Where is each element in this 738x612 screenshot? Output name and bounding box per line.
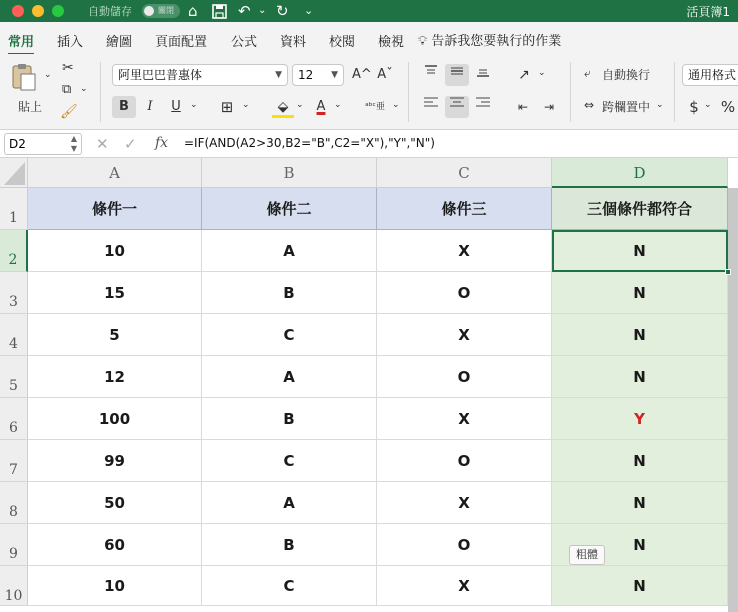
tab-insert[interactable]: 插入	[57, 35, 84, 50]
tab-data[interactable]: 資料	[280, 35, 307, 50]
cell-c5[interactable]: O	[377, 356, 552, 398]
fill-color-icon[interactable]: ⬙	[272, 96, 294, 118]
bold-tooltip: 粗體	[569, 545, 605, 565]
column-header-d[interactable]: D	[552, 158, 728, 188]
close-window-button[interactable]	[12, 5, 24, 17]
cell-a10[interactable]: 10	[28, 566, 202, 606]
shrink-font-button[interactable]: Aˇ	[377, 67, 393, 82]
undo-icon[interactable]: ↶	[238, 2, 251, 20]
paste-icon[interactable]	[10, 62, 38, 92]
borders-icon[interactable]: ⊞	[220, 98, 234, 116]
decrease-indent-icon[interactable]: ⇤	[517, 100, 529, 114]
cell-d7[interactable]: N	[552, 440, 728, 482]
underline-button[interactable]: U	[171, 99, 181, 114]
row-header-6[interactable]: 6	[0, 398, 28, 440]
align-left-icon[interactable]	[420, 96, 442, 118]
cell-a7[interactable]: 99	[28, 440, 202, 482]
lightbulb-icon: 💡︎	[418, 34, 428, 49]
ribbon	[0, 54, 738, 130]
tab-draw[interactable]: 繪圖	[106, 35, 133, 50]
cell-a4[interactable]: 5	[28, 314, 202, 356]
orientation-icon[interactable]: ↗	[518, 67, 530, 83]
paste-dropdown-icon[interactable]: ⌄	[44, 70, 52, 80]
home-icon[interactable]: ⌂	[188, 2, 198, 20]
cell-a5[interactable]: 12	[28, 356, 202, 398]
cell-c3[interactable]: O	[377, 272, 552, 314]
row-header-8[interactable]: 8	[0, 482, 28, 524]
cell-b9[interactable]: B	[202, 524, 377, 566]
redo-icon[interactable]: ↻	[276, 2, 289, 20]
tab-review[interactable]: 校閱	[329, 35, 356, 50]
italic-button[interactable]: I	[147, 99, 153, 114]
header-cell-b[interactable]: 條件二	[202, 188, 377, 230]
name-box[interactable]	[4, 133, 82, 155]
cell-b6[interactable]: B	[202, 398, 377, 440]
row-header-9[interactable]: 9	[0, 524, 28, 566]
column-header-b[interactable]: B	[202, 158, 377, 188]
cell-d8[interactable]: N	[552, 482, 728, 524]
cut-icon[interactable]: ✂	[62, 60, 74, 76]
align-middle-icon[interactable]	[445, 64, 469, 86]
font-name-value: 阿里巴巴普惠体	[118, 68, 203, 82]
minimize-window-button[interactable]	[32, 5, 44, 17]
header-cell-d[interactable]: 三個條件都符合	[552, 188, 728, 230]
zoom-window-button[interactable]	[52, 5, 64, 17]
row-header-7[interactable]: 7	[0, 440, 28, 482]
align-bottom-icon[interactable]	[472, 64, 494, 86]
currency-dropdown-icon[interactable]: ⌄	[704, 100, 712, 110]
currency-button[interactable]: $	[689, 98, 699, 116]
cell-d3[interactable]: N	[552, 272, 728, 314]
increase-indent-icon[interactable]: ⇥	[543, 100, 555, 114]
bold-button[interactable]: B	[112, 96, 136, 118]
row-header-1[interactable]: 1	[0, 188, 28, 230]
workbook-name: 活頁簿1	[686, 5, 730, 19]
undo-dropdown-icon[interactable]: ⌄	[258, 5, 267, 16]
orientation-dropdown-icon[interactable]: ⌄	[538, 68, 546, 78]
tell-me-text: 告訴我您要執行的作業	[431, 34, 562, 49]
row-header-4[interactable]: 4	[0, 314, 28, 356]
merge-dropdown-icon[interactable]: ⌄	[656, 100, 664, 110]
customize-toolbar-icon[interactable]: ⌄	[304, 4, 314, 17]
row-header-5[interactable]: 5	[0, 356, 28, 398]
vertical-scrollbar[interactable]	[728, 188, 738, 612]
name-box-stepper-icon[interactable]: ▲ ▼	[70, 134, 77, 153]
merge-center-button[interactable]: 跨欄置中	[602, 100, 651, 114]
format-painter-icon[interactable]: 🖌︎	[60, 104, 78, 120]
cell-d4[interactable]: N	[552, 314, 728, 356]
cell-d2[interactable]: N	[552, 230, 728, 272]
insert-function-button[interactable]: fx	[155, 135, 169, 151]
number-format-value: 通用格式	[688, 68, 737, 82]
tell-me-search[interactable]	[418, 30, 561, 49]
cell-a2[interactable]: 10	[28, 230, 202, 272]
cell-b2[interactable]: A	[202, 230, 377, 272]
cell-d9[interactable]: N	[552, 524, 728, 566]
row-header-3[interactable]: 3	[0, 272, 28, 314]
row-header-2[interactable]: 2	[0, 230, 28, 272]
save-icon[interactable]	[212, 1, 227, 24]
cell-c6[interactable]: X	[377, 398, 552, 440]
underline-dropdown-icon[interactable]: ⌄	[190, 100, 198, 110]
paste-label[interactable]: 貼上	[18, 100, 43, 114]
cell-b8[interactable]: A	[202, 482, 377, 524]
copy-icon[interactable]: ⧉	[62, 82, 72, 97]
formula-bar	[0, 130, 738, 158]
cell-b3[interactable]: B	[202, 272, 377, 314]
wrap-text-icon[interactable]: ⤶	[584, 66, 591, 80]
percent-button[interactable]: %	[720, 98, 736, 116]
copy-dropdown-icon[interactable]: ⌄	[80, 84, 88, 94]
cell-d10[interactable]: N	[552, 566, 728, 606]
cell-c10[interactable]: X	[377, 566, 552, 606]
formula-input[interactable]: =IF(AND(A2>30,B2="B",C2="X"),"Y","N")	[184, 136, 435, 150]
name-box-value: D2	[9, 137, 26, 151]
cell-b5[interactable]: A	[202, 356, 377, 398]
wrap-text-button[interactable]: 自動換行	[602, 68, 651, 82]
cell-b7[interactable]: C	[202, 440, 377, 482]
ribbon-tabs	[0, 22, 738, 54]
grow-font-button[interactable]: A^	[352, 67, 372, 82]
merge-center-icon[interactable]: ⇔	[584, 98, 595, 112]
cell-d6[interactable]: Y	[552, 398, 728, 440]
autosave-toggle[interactable]: 關閉	[142, 4, 180, 18]
tab-page-layout[interactable]: 頁面配置	[155, 35, 208, 50]
cell-a6[interactable]: 100	[28, 398, 202, 440]
fill-color-dropdown-icon[interactable]: ⌄	[296, 100, 304, 110]
cell-c2[interactable]: X	[377, 230, 552, 272]
font-color-icon[interactable]: A	[316, 99, 326, 114]
align-top-icon[interactable]	[420, 64, 442, 86]
header-cell-a[interactable]: 條件一	[28, 188, 202, 230]
font-color-dropdown-icon[interactable]: ⌄	[334, 100, 342, 110]
font-size-select[interactable]	[292, 64, 344, 86]
tab-view[interactable]: 檢視	[378, 35, 405, 50]
autosave-label: 自動儲存	[88, 5, 132, 18]
tab-formulas[interactable]: 公式	[231, 35, 258, 50]
cell-b10[interactable]: C	[202, 566, 377, 606]
cell-a9[interactable]: 60	[28, 524, 202, 566]
cell-a8[interactable]: 50	[28, 482, 202, 524]
cell-c9[interactable]: O	[377, 524, 552, 566]
header-cell-c[interactable]: 條件三	[377, 188, 552, 230]
cell-b4[interactable]: C	[202, 314, 377, 356]
phonetic-dropdown-icon[interactable]: ⌄	[392, 100, 400, 110]
borders-dropdown-icon[interactable]: ⌄	[242, 100, 250, 110]
cell-c7[interactable]: O	[377, 440, 552, 482]
cell-a3[interactable]: 15	[28, 272, 202, 314]
column-header-a[interactable]: A	[28, 158, 202, 188]
row-header-10[interactable]: 10	[0, 566, 28, 606]
cell-d5[interactable]: N	[552, 356, 728, 398]
fill-handle[interactable]	[725, 269, 731, 275]
select-all-corner[interactable]	[0, 158, 28, 188]
font-size-value: 12	[298, 68, 314, 82]
chevron-down-icon: ▼	[275, 70, 282, 80]
tab-home[interactable]: 常用	[8, 31, 34, 50]
font-name-select[interactable]	[112, 64, 288, 86]
align-center-icon[interactable]	[445, 96, 469, 118]
chevron-down-icon: ▼	[331, 70, 338, 80]
number-format-select[interactable]	[682, 64, 738, 86]
title-bar	[0, 0, 738, 22]
cell-c8[interactable]: X	[377, 482, 552, 524]
cell-c4[interactable]: X	[377, 314, 552, 356]
column-header-c[interactable]: C	[377, 158, 552, 188]
align-right-icon[interactable]	[472, 96, 494, 118]
phonetic-icon[interactable]: ᵃᵇᶜ亜	[365, 102, 385, 112]
cancel-icon[interactable]: ✕	[96, 135, 109, 153]
enter-icon[interactable]: ✓	[124, 135, 137, 153]
